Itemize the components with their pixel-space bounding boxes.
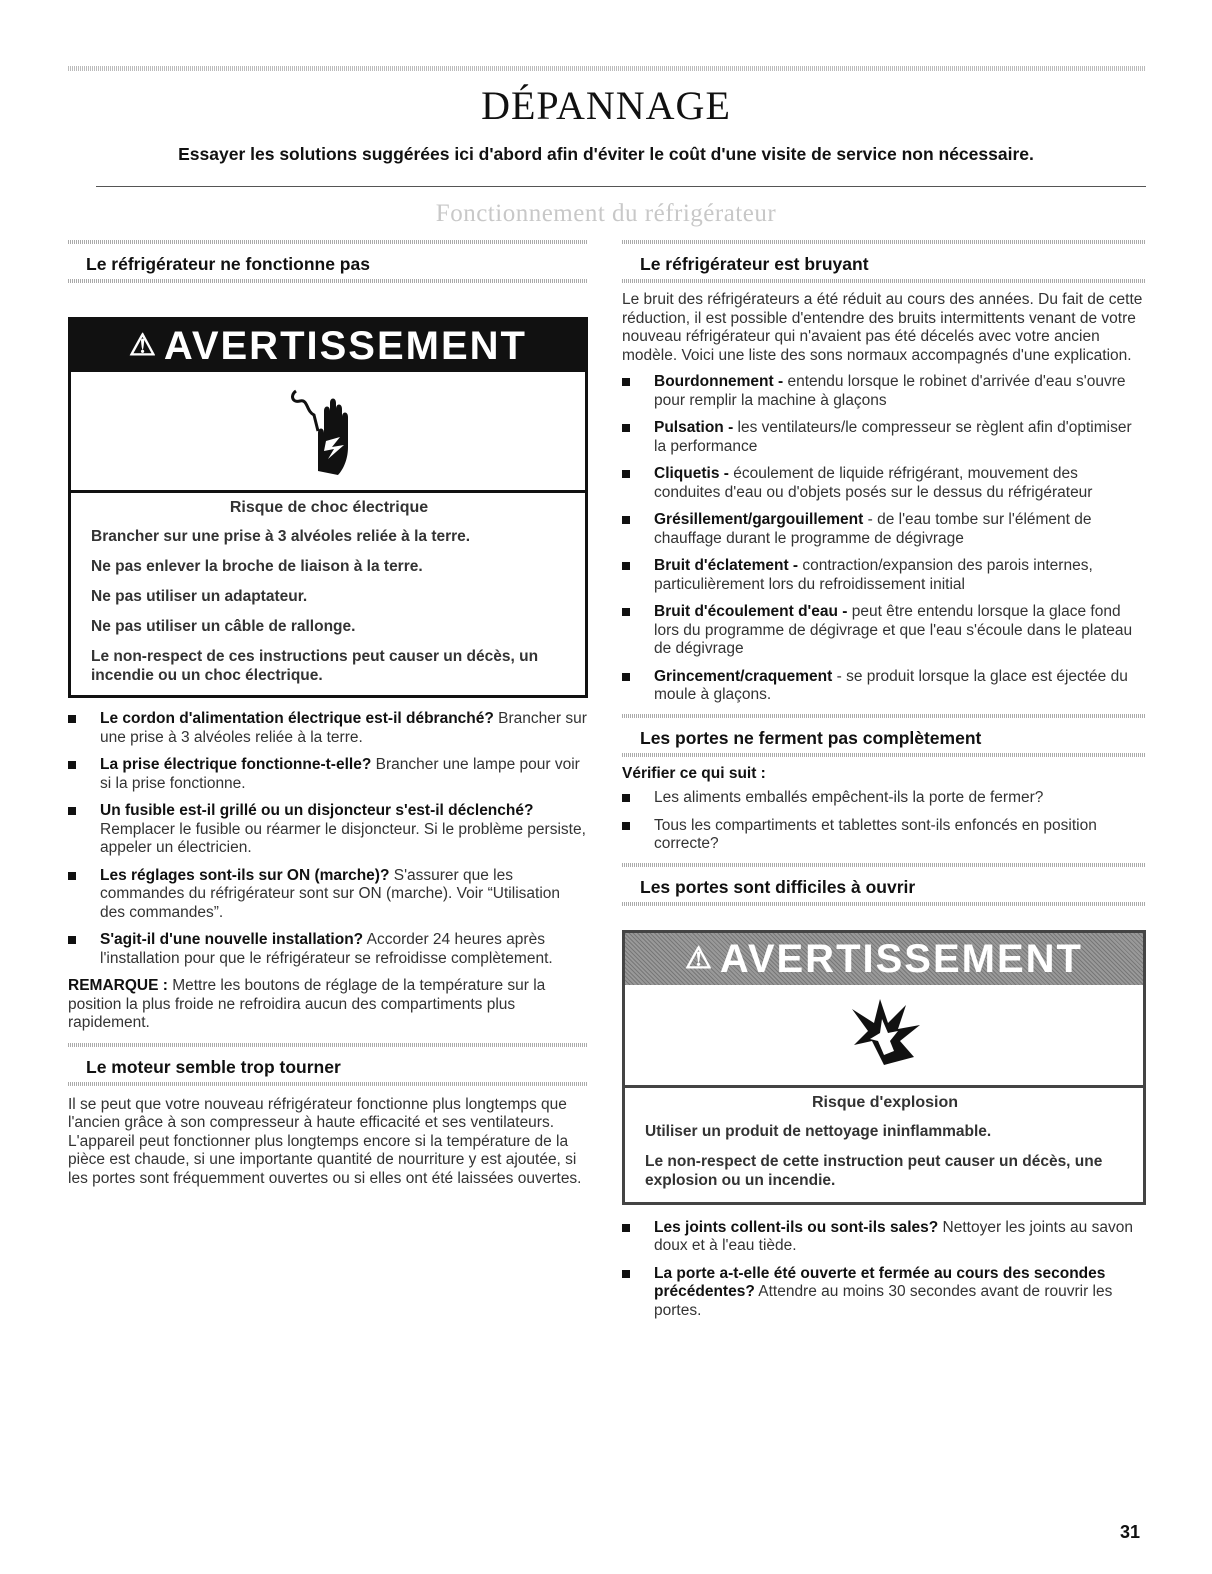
list-item: Bruit d'éclatement - contraction/expansion des parois internes, particulièrement lors du refroidissement initial (622, 557, 1146, 594)
explosion-warning-box (622, 930, 1146, 1205)
risk-label: Risque d'explosion (811, 1093, 959, 1111)
list-item: Grincement/craquement - se produit lorsque la glace est éjectée du moule à glaçons. (622, 668, 1146, 705)
warning-line: Ne pas utiliser un câble de rallonge. (91, 618, 356, 635)
list-item: Bourdonnement - entendu lorsque le robinet d'arrivée d'eau s'ouvre pour remplir la machine à glaçons (622, 373, 1146, 410)
divider (68, 279, 588, 283)
list-item: Les aliments emballés empêchent-ils la porte de fermer? (622, 789, 1146, 808)
electric-shock-hand-icon (71, 372, 585, 493)
heading-motor: Le moteur semble trop tourner (86, 1056, 341, 1077)
right-column (622, 240, 1146, 1329)
warning-triangle-icon: ⚠ (685, 941, 714, 975)
warning-body (71, 493, 585, 695)
noise-intro: Le bruit des réfrigérateurs a été réduit au cours des années. Du fait de cette réduction, il est possible d'entendre des bruits intermittents venant de votre nouveau réfrigérateur qui n'avaient pas été décelés avec votre ancien modèle. Voici une liste des sons normaux accompagnés d'une explication. (622, 291, 1143, 364)
check-list (68, 710, 588, 968)
list-item: Bruit d'écoulement d'eau - peut être entendu lorsque la glace fond lors du programme de dégivrage et que l'eau s'écoule dans le plateau de dégivrage (622, 603, 1146, 659)
divider (68, 1082, 588, 1086)
list-item: S'agit-il d'une nouvelle installation? Accorder 24 heures après l'installation pour que le réfrigérateur se refroidisse complètement. (68, 931, 588, 968)
list-item: La porte a-t-elle été ouverte et fermée au cours des secondes précédentes? Attendre au moins 30 secondes avant de rouvrir les portes. (622, 1265, 1146, 1321)
list-item: Grésillement/gargouillement - de l'eau tombe sur l'élément de chauffage durant le programme de dégivrage (622, 511, 1146, 548)
explosion-icon (625, 985, 1143, 1088)
door-check-list (622, 789, 1146, 854)
heading-doors-not-closing: Les portes ne ferment pas complètement (640, 727, 982, 748)
list-item: Pulsation - les ventilateurs/le compresseur se règlent afin d'optimiser la performance (622, 419, 1146, 456)
note-text: Mettre les boutons de réglage de la température sur la position la plus froide ne refroidira aucun des compartiments plus rapidement. (68, 977, 546, 1031)
noise-list (622, 373, 1146, 705)
header-rule (96, 186, 1146, 187)
divider (622, 279, 1146, 283)
list-item: Les réglages sont-ils sur ON (marche)? S'assurer que les commandes du réfrigérateur sont sur ON (marche). Voir “Utilisation des commandes”. (68, 867, 588, 923)
list-item: Les joints collent-ils ou sont-ils sales? Nettoyer les joints au savon doux et à l'eau tiède. (622, 1219, 1146, 1256)
warning-line: Ne pas enlever la broche de liaison à la terre. (91, 558, 423, 575)
divider (622, 902, 1146, 906)
page-title: DÉPANNAGE (481, 83, 731, 128)
warning-consequence: Le non-respect de cette instruction peut causer un décès, une explosion ou un incendie. (645, 1152, 1103, 1189)
top-dotted-rule (68, 66, 1146, 71)
warning-line: Utiliser un produit de nettoyage ininflammable. (645, 1122, 992, 1140)
warning-triangle-icon: ⚠ (129, 329, 158, 362)
shock-warning-box (68, 317, 588, 698)
page-subtitle: Essayer les solutions suggérées ici d'abord afin d'éviter le coût d'une visite de service non nécessaire. (178, 144, 1034, 164)
warning-line: Brancher sur une prise à 3 alvéoles reliée à la terre. (91, 528, 471, 545)
motor-paragraph: Il se peut que votre nouveau réfrigérateur fonctionne plus longtemps que l'ancien grâce à son compresseur à haute efficacité et ses ventilateurs. L'appareil peut fonctionner plus longtemps encore si la température de la pièce est chaude, si une importante quantité de nourriture y est ajoutée, si les portes sont fréquemment ouvertes ou si elles ont été laissées ouvertes. (68, 1095, 582, 1187)
note (68, 977, 588, 1033)
door-open-list (622, 1219, 1146, 1321)
section-title: Fonctionnement du réfrigérateur (435, 200, 777, 227)
left-column (68, 240, 588, 1188)
check-label: Vérifier ce qui suit : (622, 764, 766, 782)
warning-header (71, 320, 585, 372)
risk-label: Risque de choc électrique (229, 499, 429, 516)
divider (622, 753, 1146, 757)
warning-line: Ne pas utiliser un adaptateur. (91, 588, 308, 605)
list-item: Cliquetis - écoulement de liquide réfrigérant, mouvement des conduites d'eau ou d'objets posés sur le dessus du réfrigérateur (622, 465, 1146, 502)
page-number: 31 (1120, 1522, 1141, 1542)
warning-header (625, 933, 1143, 985)
warning-consequence: Le non-respect de ces instructions peut causer un décès, un incendie ou un choc électrique. (91, 648, 539, 684)
warning-body (625, 1088, 1143, 1202)
heading-doors-hard-to-open: Les portes sont difficiles à ouvrir (640, 876, 916, 897)
list-item: Le cordon d'alimentation électrique est-il débranché? Brancher sur une prise à 3 alvéoles reliée à la terre. (68, 710, 588, 747)
note-label: REMARQUE : (68, 977, 168, 994)
list-item: La prise électrique fonctionne-t-elle? Brancher une lampe pour voir si la prise fonctionne. (68, 756, 588, 793)
list-item: Tous les compartiments et tablettes sont-ils enfoncés en position correcte? (622, 817, 1146, 854)
heading-noisy: Le réfrigérateur est bruyant (640, 254, 869, 274)
heading-not-running: Le réfrigérateur ne fonctionne pas (86, 254, 370, 274)
warning-header-label: AVERTISSEMENT (163, 324, 527, 368)
warning-header-label: AVERTISSEMENT (719, 936, 1083, 981)
list-item: Un fusible est-il grillé ou un disjoncteur s'est-il déclenché? Remplacer le fusible ou réarmer le disjoncteur. Si le problème persiste, appeler un électricien. (68, 802, 588, 858)
